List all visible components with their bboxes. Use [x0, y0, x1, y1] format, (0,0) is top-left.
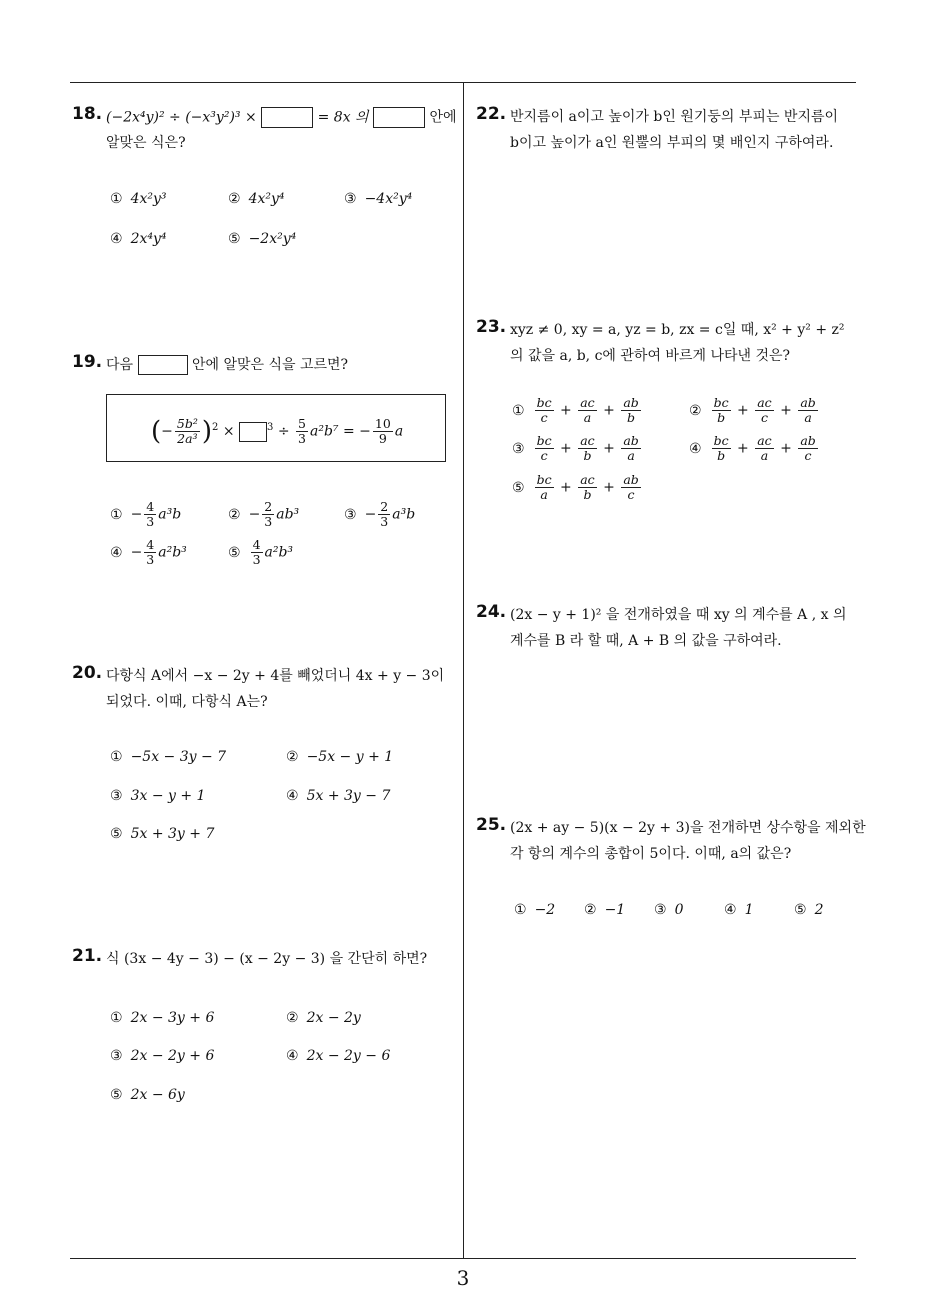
- answer-blank: [373, 107, 425, 128]
- option-2[interactable]: ② −1: [584, 902, 626, 918]
- question-number: 23.: [476, 317, 507, 337]
- question-stem: (2x − y + 1)² 을 전개하였을 때 xy 의 계수를 A , x 의: [510, 607, 847, 623]
- column-divider: [463, 83, 464, 1259]
- question-stem: xyz ≠ 0, xy = a, yz = b, zx = c일 때, x² + y² + z²: [510, 322, 845, 338]
- option-4[interactable]: ④ $\frac{bc}{b}$ + $\frac{ac}{a}$ + $\frac{ab}{c}$: [689, 433, 816, 463]
- question-stem: (−2x⁴y)² ÷ (−x³y²)³ × = 8x 의 안에: [106, 107, 457, 128]
- answer-blank: [261, 107, 313, 128]
- option-1[interactable]: ① −5x − 3y − 7: [110, 749, 227, 765]
- question-stem-line2: 되었다. 이때, 다항식 A는?: [106, 694, 268, 710]
- option-2[interactable]: ② −5x − y + 1: [286, 749, 394, 765]
- question-number: 18.: [72, 104, 103, 124]
- option-4[interactable]: ④ 2x⁴y⁴: [110, 231, 167, 247]
- option-3[interactable]: ③ 2x − 2y + 6: [110, 1048, 215, 1064]
- option-3[interactable]: ③ $\frac{bc}{c}$ + $\frac{ac}{b}$ + $\frac{ab}{a}$: [512, 433, 639, 463]
- option-4[interactable]: ④ 5x + 3y − 7: [286, 788, 391, 804]
- option-3[interactable]: ③ − $\frac{2}{3}$ a³b: [344, 499, 416, 529]
- option-4[interactable]: ④ − $\frac{4}{3}$ a²b³: [110, 537, 187, 567]
- page-number: 3: [456, 1266, 470, 1290]
- answer-blank: [138, 355, 188, 375]
- question-number: 20.: [72, 663, 103, 683]
- question-stem: (2x + ay − 5)(x − 2y + 3)을 전개하면 상수항을 제외한: [510, 820, 866, 836]
- question-stem: 다음 안에 알맞은 식을 고르면?: [106, 357, 349, 373]
- question-stem: 식 (3x − 4y − 3) − (x − 2y − 3) 을 간단히 하면?: [106, 951, 428, 967]
- question-number: 21.: [72, 946, 103, 966]
- option-2[interactable]: ② 2x − 2y: [286, 1010, 361, 1026]
- question-number: 25.: [476, 815, 507, 835]
- option-1[interactable]: ① 2x − 3y + 6: [110, 1010, 215, 1026]
- option-4[interactable]: ④ 2x − 2y − 6: [286, 1048, 391, 1064]
- question-stem-line2: 각 항의 계수의 총합이 5이다. 이때, a의 값은?: [510, 846, 792, 862]
- option-3[interactable]: ③ 0: [654, 902, 684, 918]
- option-2[interactable]: ② 4x²y⁴: [228, 191, 285, 207]
- option-2[interactable]: ② $\frac{bc}{b}$ + $\frac{ac}{c}$ + $\frac{ab}{a}$: [689, 395, 816, 425]
- question-stem: 반지름이 a이고 높이가 b인 원기둥의 부피는 반지름이: [510, 109, 839, 125]
- option-3[interactable]: ③ 3x − y + 1: [110, 788, 206, 804]
- option-2[interactable]: ② − $\frac{2}{3}$ ab³: [228, 499, 300, 529]
- question-stem-line2: 계수를 B 라 할 때, A + B 의 값을 구하여라.: [510, 633, 782, 649]
- question-number: 19.: [72, 352, 103, 372]
- option-5[interactable]: ⑤ 2x − 6y: [110, 1087, 185, 1103]
- option-4[interactable]: ④ 1: [724, 902, 754, 918]
- question-stem-line2: 알맞은 식은?: [106, 135, 186, 151]
- question-number: 22.: [476, 104, 507, 124]
- option-3[interactable]: ③ −4x²y⁴: [344, 191, 413, 207]
- option-5[interactable]: ⑤ $\frac{bc}{a}$ + $\frac{ac}{b}$ + $\frac{ab}{c}$: [512, 472, 639, 502]
- question-stem-line2: b이고 높이가 a인 원뿔의 부피의 몇 배인지 구하여라.: [510, 135, 834, 151]
- question-number: 24.: [476, 602, 507, 622]
- option-1[interactable]: ① − $\frac{4}{3}$ a³b: [110, 499, 182, 529]
- equation-box: [106, 394, 446, 462]
- option-1[interactable]: ① −2: [514, 902, 556, 918]
- answer-blank: [239, 422, 267, 442]
- bottom-rule: [70, 1258, 856, 1259]
- option-5[interactable]: ⑤ −2x²y⁴: [228, 231, 297, 247]
- option-1[interactable]: ① $\frac{bc}{c}$ + $\frac{ac}{a}$ + $\frac{ab}{b}$: [512, 395, 639, 425]
- option-5[interactable]: ⑤ 2: [794, 902, 824, 918]
- option-5[interactable]: ⑤ 5x + 3y + 7: [110, 826, 215, 842]
- option-1[interactable]: ① 4x²y³: [110, 191, 167, 207]
- question-stem: 다항식 A에서 −x − 2y + 4를 빼었더니 4x + y − 3이: [106, 668, 445, 684]
- question-stem-line2: 의 값을 a, b, c에 관하여 바르게 나타낸 것은?: [510, 348, 791, 364]
- option-5[interactable]: ⑤ $\frac{4}{3}$ a²b³: [228, 537, 294, 567]
- box-equation: (− $\frac{\text{5b²}}{\text{2a³}}$ )$^2$ × $^3$ ÷ $\frac{5}{3}$ a²b⁷ = − $\frac{10}{9}$ a: [151, 416, 404, 447]
